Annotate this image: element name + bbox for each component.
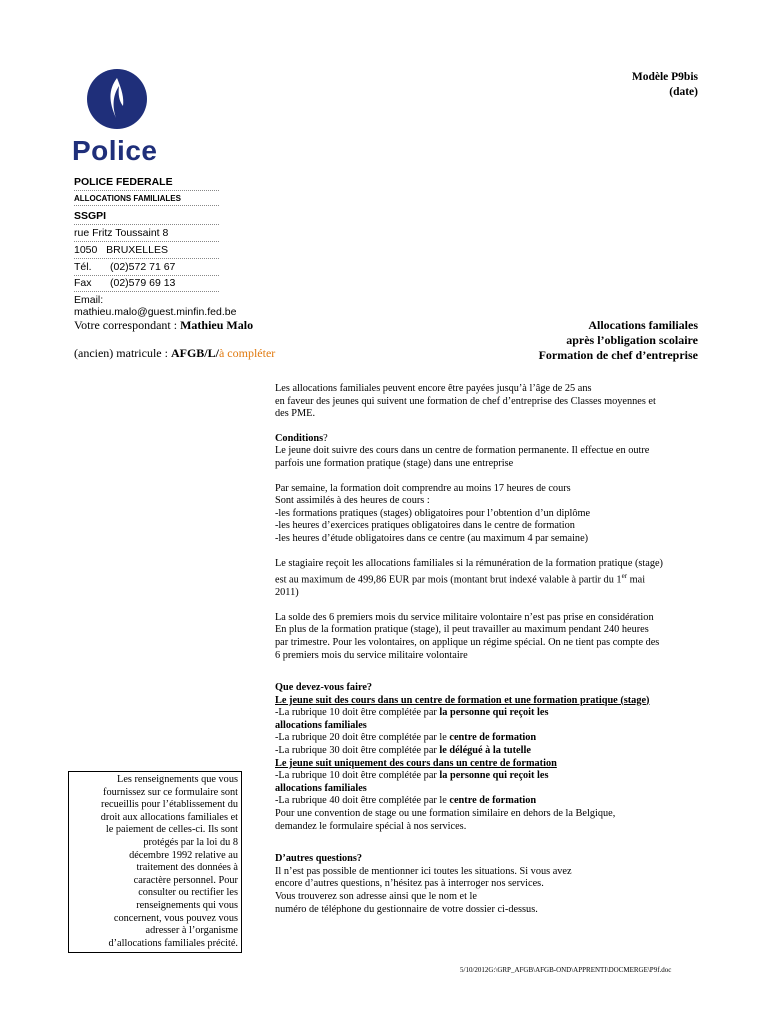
case2-title: Le jeune suit uniquement des cours dans un centre de formation [275, 757, 557, 769]
privacy-line: droit aux allocations familiales et [100, 811, 238, 823]
conditions-title-text: Conditions [275, 432, 324, 444]
text-segment-bold: la personne qui reçoit les [439, 707, 549, 719]
privacy-line: consulter ou rectifier les [138, 887, 238, 899]
correspondent-name: Mathieu Malo [180, 318, 254, 332]
todo-paragraph [275, 682, 725, 833]
case1-title: Le jeune suit des cours dans un centre de formation et une formation pratique (stage) [275, 694, 650, 706]
model-label: Modèle P9bis [631, 71, 698, 83]
text-line: des PME. [275, 408, 316, 420]
police-logo-icon [86, 68, 148, 130]
privacy-line: adresser à l’organisme [145, 925, 238, 937]
email-block [74, 294, 236, 318]
privacy-line: concernent, vous pouvez vous [113, 912, 238, 924]
intro-paragraph [275, 383, 725, 421]
text-line [275, 707, 725, 720]
text-line [275, 795, 725, 808]
text-line: 6 premiers mois du service militaire volontaire [275, 649, 468, 661]
text-line: 2011) [275, 587, 299, 599]
text-line [275, 732, 725, 745]
fax-number: (02)579 69 13 [110, 277, 176, 289]
text-line: Par semaine, la formation doit comprendre au moins 17 heures de cours [275, 482, 571, 494]
tel-number: (02)572 71 67 [110, 261, 176, 273]
text-segment: -La rubrique 40 doit être complétée par le [275, 795, 450, 807]
text-segment: -La rubrique 10 doit être complétée par [275, 770, 440, 782]
text-segment: -La rubrique 10 doit être complétée par [275, 707, 440, 719]
privacy-line: caractère personnel. Pour [133, 874, 238, 886]
text-line: par trimestre. Pour les volontaires, on applique un régime spécial. On ne tient pas compte des [275, 636, 660, 648]
questions-title: D’autres questions? [275, 853, 363, 865]
correspondent [74, 318, 253, 333]
text-line: La solde des 6 premiers mois du service militaire volontaire n’est pas prise en considération [275, 611, 654, 623]
tel-line [74, 261, 219, 276]
text-line: parfois une formation pratique (stage) dans une entreprise [275, 457, 514, 469]
text-line: -les heures d’exercices pratiques obligatoires dans le centre de formation [275, 520, 575, 532]
privacy-line: décembre 1992 relative au [129, 849, 238, 861]
text-segment: -La rubrique 30 doit être complétée par [275, 745, 440, 757]
text-line: Le jeune doit suivre des cours dans un centre de formation permanente. Il effectue en outre [275, 445, 650, 457]
text-line [275, 770, 725, 783]
text-line: allocations familiales [275, 719, 367, 731]
conditions-paragraph [275, 433, 725, 471]
text-line: Il n’est pas possible de mentionner ici toutes les situations. Si vous avez [275, 865, 572, 877]
text-line: Pour une convention de stage ou une formation similaire en dehors de la Belgique, [275, 808, 616, 820]
text-line: en faveur des jeunes qui suivent une formation de chef d’entreprise des Classes moyennes et [275, 395, 656, 407]
text-segment: est au maximum de 499,86 EUR par mois (montant brut indexé valable à partir du 1 [275, 574, 622, 586]
privacy-line: traitement des données à [136, 862, 238, 874]
text-segment-bold: centre de formation [449, 732, 537, 744]
matricule-code: AFGB/L/ [170, 346, 219, 360]
email-label: Email: [74, 294, 104, 306]
hours-paragraph [275, 483, 725, 546]
matricule [74, 346, 275, 361]
privacy-line: fournissez sur ce formulaire sont [103, 786, 238, 798]
text-segment-bold: la personne qui reçoit les [439, 770, 549, 782]
text-line: En plus de la formation pratique (stage), il peut travailler au maximum pendant 240 heures [275, 624, 649, 636]
privacy-line: d’allocations familiales précité. [108, 937, 238, 949]
text-line: -les heures d’étude obligatoires dans ce centre (au maximum 4 par semaine) [275, 532, 589, 544]
privacy-line: protégés par la loi du 8 [143, 836, 238, 848]
questions-paragraph [275, 853, 725, 916]
text-line: Les allocations familiales peuvent encore être payées jusqu’à l’âge de 25 ans [275, 383, 592, 394]
email-address: mathieu.malo@guest.minfin.fed.be [74, 306, 237, 318]
military-paragraph [275, 612, 725, 662]
subject-line: après l’obligation scolaire [566, 333, 698, 347]
text-line: Sont assimilés à des heures de cours : [275, 495, 430, 507]
text-line: numéro de téléphone du gestionnaire de votre dossier ci-dessus. [275, 903, 538, 915]
date-label: (date) [669, 86, 698, 98]
text-line [275, 570, 725, 587]
superscript: er [621, 572, 628, 581]
fax-label: Fax [74, 277, 92, 289]
todo-title: Que devez-vous faire? [275, 682, 373, 694]
dept-name: ALLOCATIONS FAMILIALES [74, 194, 219, 206]
org-name: POLICE FEDERALE [74, 176, 219, 191]
privacy-line: le paiement de celles-ci. Ils sont [105, 824, 238, 836]
street-address: rue Fritz Toussaint 8 [74, 227, 219, 242]
text-line: encore d’autres questions, n’hésitez pas à interroger nos services. [275, 878, 544, 890]
conditions-title [275, 433, 725, 446]
text-segment: mai [627, 574, 646, 586]
privacy-line: Les renseignements que vous [117, 774, 238, 785]
text-segment-bold: le délégué à la tutelle [439, 745, 531, 757]
privacy-line: recueillis pour l’établissement du [101, 799, 238, 811]
remuneration-paragraph [275, 558, 725, 600]
model-header [632, 70, 698, 100]
subject-line: Formation de chef d’entreprise [538, 348, 698, 362]
privacy-notice-box [68, 771, 242, 953]
text-line [275, 745, 725, 758]
fax-line [74, 277, 219, 292]
text-line: allocations familiales [275, 782, 367, 794]
logo-wordmark: Police [72, 135, 158, 166]
service-name: SSGPI [74, 210, 219, 225]
correspondent-label: Votre correspondant : [74, 318, 181, 332]
matricule-placeholder: à compléter [218, 346, 276, 360]
privacy-line: renseignements qui vous [136, 899, 238, 911]
city-address: 1050 BRUXELLES [74, 244, 219, 259]
subject-line: Allocations familiales [588, 318, 698, 332]
conditions-qmark: ? [323, 432, 328, 444]
text-line: Vous trouverez son adresse ainsi que le nom et le [275, 891, 477, 903]
subject-block [539, 318, 698, 363]
text-line: demandez le formulaire spécial à nos services. [275, 820, 467, 832]
text-line: -les formations pratiques (stages) obligatoires pour l’obtention d’un diplôme [275, 507, 591, 519]
matricule-label: (ancien) matricule : [74, 346, 171, 360]
text-line: Le stagiaire reçoit les allocations familiales si la rémunération de la formation pratique (stage) [275, 557, 663, 569]
tel-label: Tél. [74, 261, 92, 273]
file-path-footer: 5/10/2012G:\GRP_AFGB\AFGB-OND\APPRENTI\DOCMERGE\P9f.doc [460, 966, 672, 974]
text-segment: -La rubrique 20 doit être complétée par le [275, 732, 450, 744]
main-text [275, 383, 725, 928]
text-segment-bold: centre de formation [449, 795, 537, 807]
